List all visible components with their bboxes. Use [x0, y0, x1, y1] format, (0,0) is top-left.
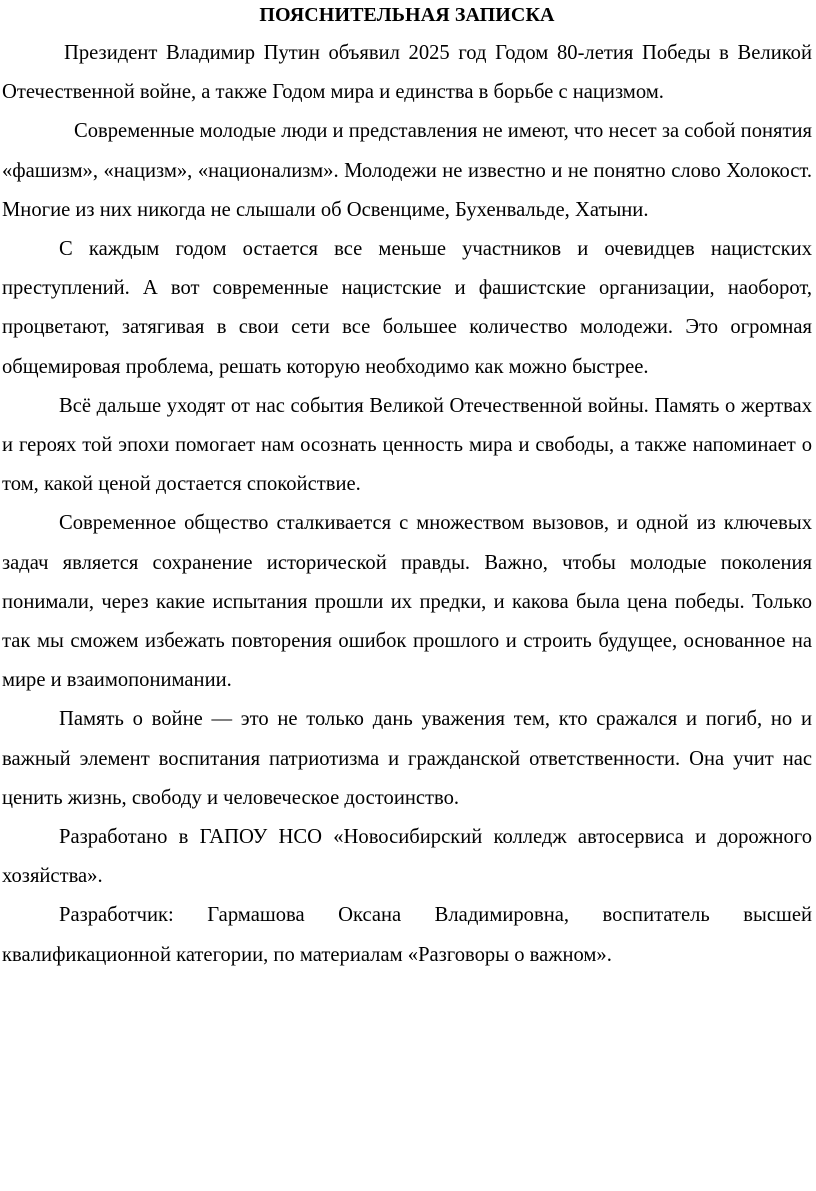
paragraph-memory: Всё дальше уходят от нас события Великой Отечественной войны. Память о жертвах и героях той эпохи помогает нам осознать ценность мира и свободы, а также напоминает о том, какой ценой достается спокойствие. — [2, 394, 812, 496]
paragraph-historical-truth: Современное общество сталкивается с множеством вызовов, и одной из ключевых задач является сохранение исторической правды. Важно, чтобы молодые поколения понимали, через какие испытания прошли их предки, и какова была цена победы. Только так мы сможем избежать повторения ошибок прошлого и строить будущее, основанное на мире и взаимопонимании. — [2, 512, 812, 692]
paragraph-patriotism: Память о войне — это не только дань уважения тем, кто сражался и погиб, но и важный элемент воспитания патриотизма и гражданской ответственности. Она учит нас ценить жизнь, свободу и человеческое достоинство. — [2, 708, 812, 809]
paragraph-developer: Разработчик: Гармашова Оксана Владимировна, воспитатель высшей квалификационной категории, по материалам «Разговоры о важном». — [2, 904, 812, 966]
paragraph-youth-awareness: Современные молодые люди и представления не имеют, что несет за собой понятия «фашизм», «нацизм», «национализм». Молодежи не известно и не понятно слово Холокост. Многие из них никогда не слышали об Освенциме, Бухенвальде, Хатыни. — [2, 120, 812, 221]
paragraph-announcement: Президент Владимир Путин объявил 2025 год Годом 80-летия Победы в Великой Отечественной войне, а также Годом мира и единства в борьбе с нацизмом. — [2, 42, 812, 104]
paragraph-developed-by-org: Разработано в ГАПОУ НСО «Новосибирский колледж автосервиса и дорожного хозяйства». — [2, 826, 812, 888]
document-title: ПОЯСНИТЕЛЬНАЯ ЗАПИСКА — [259, 4, 555, 26]
paragraph-witnesses: С каждым годом остается все меньше участников и очевидцев нацистских преступлений. А вот современные нацистские и фашистские организации, наоборот, процветают, затягивая в свои сети все большее количество молодежи. Это огромная общемировая проблема, решать которую необходимо как можно быстрее. — [2, 238, 812, 378]
